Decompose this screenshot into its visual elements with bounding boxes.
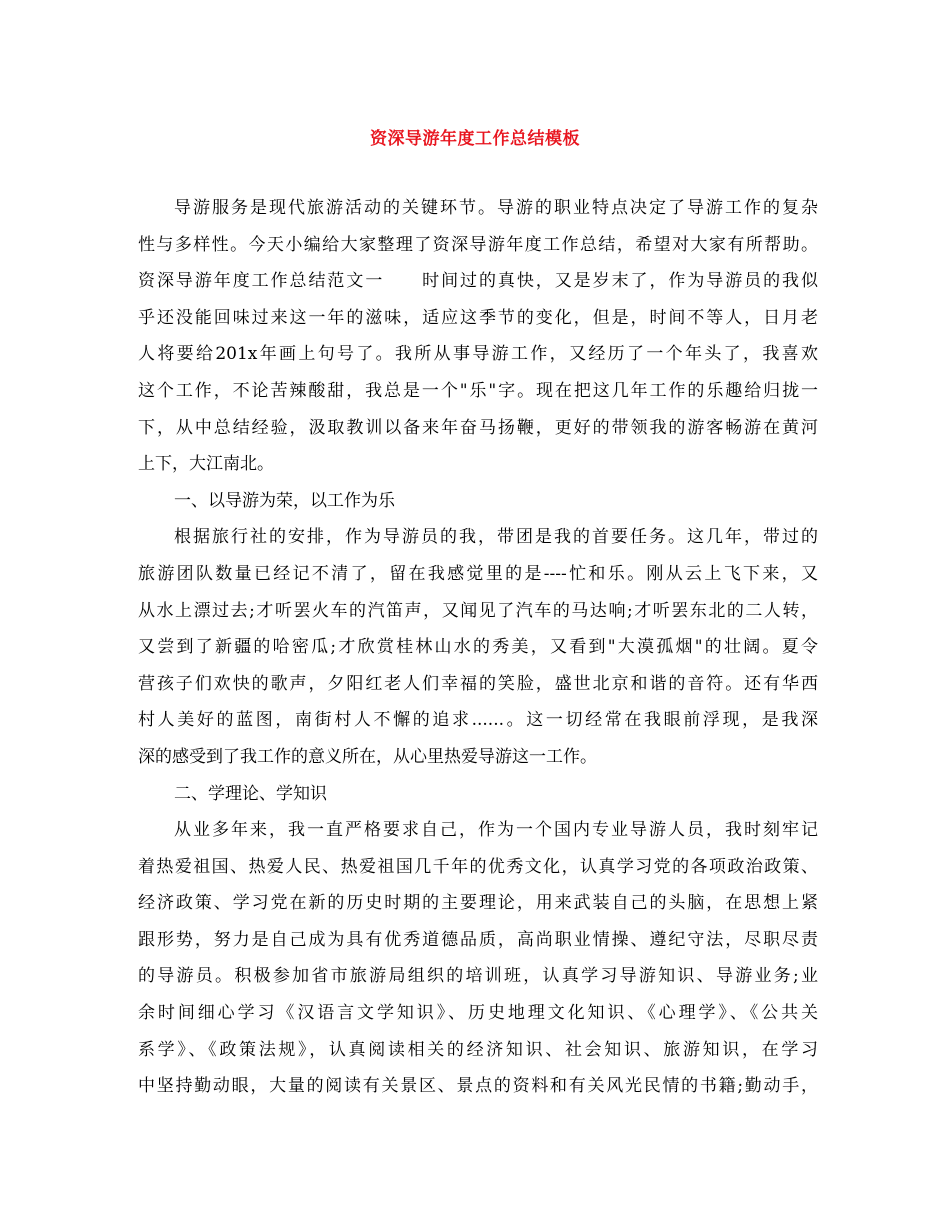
text-line: 深的感受到了我工作的意义所在，从心里热爱导游这一工作。 xyxy=(138,746,597,767)
text-line: 从业多年来，我一直严格要求自己，作为一个国内专业导游人员，我时刻牢记 xyxy=(174,820,818,841)
text-line: 跟形势，努力是自己成为具有优秀道德品质，高尚职业情操、遵纪守法，尽职尽责 xyxy=(138,929,818,950)
text-line: 上下，大江南北。 xyxy=(138,454,274,475)
text-line: 资深导游年度工作总结范文一 时间过的真快，又是岁末了，作为导游员的我似 xyxy=(138,271,818,292)
text-line: 系学》、《政策法规》，认真阅读相关的经济知识、社会知识、旅游知识，在学习 xyxy=(138,1039,818,1060)
text-line: 的导游员。积极参加省市旅游局组织的培训班，认真学习导游知识、导游业务;业 xyxy=(138,966,818,987)
text-line: 经济政策、学习党在新的历史时期的主要理论，用来武装自己的头脑，在思想上紧 xyxy=(138,893,818,914)
text-line: 村人美好的蓝图，南街村人不懈的追求......。这一切经常在我眼前浮现，是我深 xyxy=(138,710,818,731)
text-line: 营孩子们欢快的歌声，夕阳红老人们幸福的笑脸，盛世北京和谐的音符。还有华西 xyxy=(138,673,818,694)
text-line: 中坚持勤动眼，大量的阅读有关景区、景点的资料和有关风光民情的书籍;勤动手， xyxy=(138,1076,818,1097)
text-line: 乎还没能回味过来这一年的滋味，适应这季节的变化，但是，时间不等人，日月老 xyxy=(138,307,818,328)
text-line: 一、以导游为荣，以工作为乐 xyxy=(174,490,395,511)
text-line: 着热爱祖国、热爱人民、热爱祖国几千年的优秀文化，认真学习党的各项政治政策、 xyxy=(138,856,818,877)
document-body xyxy=(138,190,818,1105)
text-line: 又尝到了新疆的哈密瓜;才欣赏桂林山水的秀美，又看到"大漠孤烟"的壮阔。夏令 xyxy=(138,637,818,658)
text-line: 余时间细心学习《汉语言文学知识》、历史地理文化知识、《心理学》、《公共关 xyxy=(138,1003,818,1024)
text-line: 人将要给201x年画上句号了。我所从事导游工作，又经历了一个年头了，我喜欢 xyxy=(138,344,818,365)
text-line: 这个工作，不论苦辣酸甜，我总是一个"乐"字。现在把这几年工作的乐趣给归拢一 xyxy=(138,380,818,401)
text-line: 根据旅行社的安排，作为导游员的我，带团是我的首要任务。这几年，带过的 xyxy=(174,527,818,548)
text-line: 旅游团队数量已经记不清了，留在我感觉里的是----忙和乐。刚从云上飞下来，又 xyxy=(138,563,818,584)
text-line: 下，从中总结经验，汲取教训以备来年奋马扬鞭，更好的带领我的游客畅游在黄河 xyxy=(138,417,818,438)
text-line: 导游服务是现代旅游活动的关键环节。导游的职业特点决定了导游工作的复杂 xyxy=(174,198,818,218)
text-line: 二、学理论、学知识 xyxy=(174,783,327,804)
text-line: 从水上漂过去;才听罢火车的汽笛声，又闻见了汽车的马达响;才听罢东北的二人转， xyxy=(138,600,818,621)
document-title: 资深导游年度工作总结模板 xyxy=(370,129,580,149)
text-line: 性与多样性。今天小编给大家整理了资深导游年度工作总结，希望对大家有所帮助。 xyxy=(138,234,818,255)
